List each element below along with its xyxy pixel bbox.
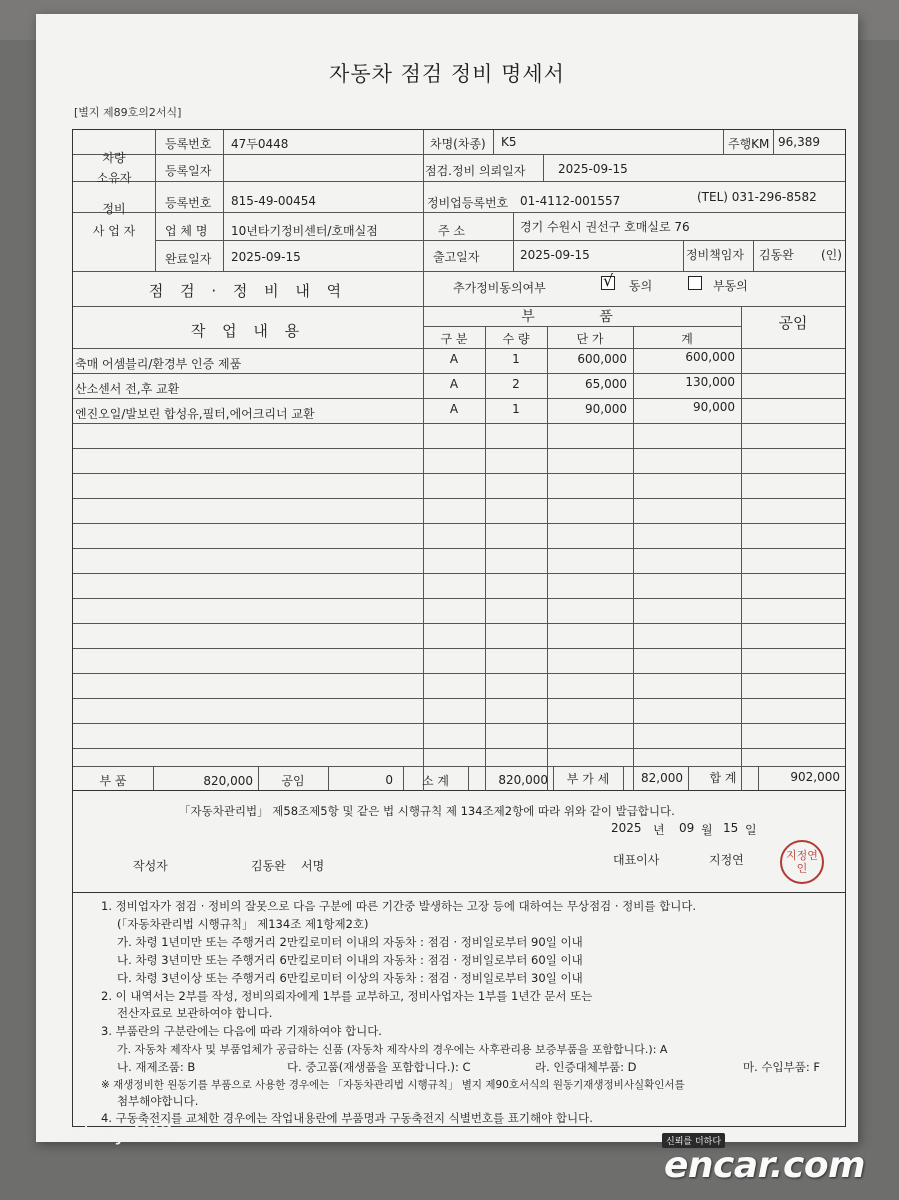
writer-name: 김동완 (251, 859, 286, 873)
model-value: K5 (501, 135, 517, 149)
issue-day-unit: 일 (745, 823, 757, 837)
shop-label-2: 사 업 자 (92, 224, 136, 238)
item-total: 90,000 (693, 400, 735, 414)
business-reg-label: 정비업등록번호 (427, 196, 509, 210)
col-type: 구 분 (440, 332, 468, 346)
item-qty: 1 (512, 352, 520, 366)
disagree-checkbox[interactable] (688, 276, 702, 290)
col-qty: 수 량 (502, 332, 530, 346)
vat-value: 82,000 (641, 771, 683, 785)
shop-label-1: 정비 (102, 202, 126, 216)
main-table (72, 129, 846, 791)
shop-reg-no-value: 815-49-00454 (231, 194, 317, 208)
issue-section (72, 789, 846, 893)
note-line: 1. 정비업자가 점검 · 정비의 잘못으로 다음 구분에 따른 기간중 발생하는 고장 등에 대하여는 무상점검 · 정비를 합니다. (101, 899, 697, 913)
issue-month: 09 (679, 821, 695, 835)
note-line: 라. 인증대체부품: D (535, 1060, 637, 1074)
subtotal-label: 소 계 (422, 774, 449, 788)
brand-logo: encar.com (664, 1145, 866, 1186)
address-label: 주 소 (438, 224, 465, 238)
shop-name-value: 10년타기정비센터/호매실점 (231, 224, 378, 238)
note-line: 나. 차령 3년미만 또는 주행거리 6만킬로미터 이내의 자동차 : 점검 · 정비일로부터 60일 이내 (117, 953, 583, 967)
note-line: 전산자료로 보관하여야 합니다. (117, 1006, 273, 1020)
total-parts-value: 820,000 (203, 774, 253, 788)
shop-reg-no-label: 등록번호 (165, 196, 212, 210)
notes-section (72, 892, 846, 1127)
agree-checkbox[interactable] (601, 276, 615, 290)
item-type: A (449, 402, 459, 416)
note-line: 나. 재제조품: B (117, 1060, 196, 1074)
company-seal: 지정연인 (780, 840, 824, 884)
business-reg-value: 01-4112-001557 (520, 194, 621, 208)
labor-header: 공임 (778, 314, 808, 332)
work-content-header: 작 업 내 용 (190, 322, 306, 340)
item-desc: 축매 어셈블리/환경부 인증 제품 (75, 357, 242, 371)
grand-total-label: 합 계 (709, 771, 737, 785)
agree-label: 동의 (629, 279, 653, 293)
item-desc: 엔진오일/발보린 합성유,필터,에어크리너 교환 (75, 407, 315, 421)
note-line: (「자동차관리법 시행규칙」 제134조 제1항제2호) (117, 917, 369, 931)
total-labor-label: 공임 (281, 774, 305, 788)
consent-label: 추가정비동의여부 (453, 281, 546, 295)
request-date-value: 2025-09-15 (558, 162, 628, 176)
camera-watermark: Galaxy S22 (54, 1121, 174, 1145)
issue-year: 2025 (611, 821, 642, 835)
vat-label: 부 가 세 (566, 772, 610, 786)
item-qty: 1 (512, 402, 520, 416)
item-total: 130,000 (685, 375, 735, 389)
item-unit: 65,000 (585, 377, 627, 391)
ceo-name: 지정연 (709, 853, 744, 867)
item-qty: 2 (512, 377, 520, 391)
manager-seal-mark: (인) (821, 248, 842, 262)
item-type: A (449, 352, 459, 366)
issue-month-unit: 월 (701, 823, 713, 837)
vehicle-owner-label: 차량 소유자 (96, 151, 132, 185)
brand-badge: 신뢰를 더하다 (662, 1133, 725, 1148)
release-date-label: 출고일자 (433, 250, 480, 264)
note-line: 3. 부품란의 구분란에는 다음에 따라 기재하여야 합니다. (101, 1024, 382, 1038)
item-total: 600,000 (685, 350, 735, 364)
subtotal-value: 820,000 (498, 773, 548, 787)
parts-header: 부 품 (521, 309, 643, 325)
note-line: 다. 중고품(재생품을 포함합니다.): C (287, 1060, 471, 1074)
reg-no-value: 47두0448 (231, 137, 289, 151)
complete-date-label: 완료일자 (165, 252, 212, 266)
note-line: 첨부해야합니다. (117, 1094, 199, 1108)
form-number: [별지 제89호의2서식] (74, 106, 182, 119)
note-line: ※ 재생정비한 원동기를 부품으로 사용한 경우에는 「자동차관리법 시행규칙」 별지 제90호서식의 원동기재생정비사실확인서를 (101, 1079, 685, 1091)
sign-label: 서명 (301, 859, 325, 873)
note-line: 가. 차령 1년미만 또는 주행거리 2만킬로미터 이내의 자동차 : 점검 · 정비일로부터 90일 이내 (117, 935, 583, 949)
request-date-label: 점검.정비 의뢰일자 (425, 164, 526, 178)
complete-date-value: 2025-09-15 (231, 250, 301, 264)
reg-date-label: 등록일자 (165, 164, 212, 178)
model-label: 차명(차종) (430, 137, 486, 151)
item-desc: 산소센서 전,후 교환 (75, 382, 180, 396)
address-value: 경기 수원시 권선구 호매실로 76 (520, 220, 690, 234)
release-date-value: 2025-09-15 (520, 248, 590, 262)
issue-statement: 「자동차관리법」 제58조제5항 및 같은 법 시행규칙 제 134조제2항에 따라 위와 같이 발급합니다. (179, 804, 675, 818)
manager-label: 정비책임자 (686, 248, 744, 262)
manager-value: 김동완 (759, 248, 794, 262)
col-total: 계 (681, 332, 693, 346)
inspection-header: 점 검 · 정 비 내 역 (148, 282, 348, 300)
ceo-label: 대표이사 (613, 853, 660, 867)
col-unit: 단 가 (576, 332, 604, 346)
document-title: 자동차 점검 정비 명세서 (329, 62, 565, 86)
shop-tel: (TEL) 031-296-8582 (697, 190, 817, 204)
item-unit: 600,000 (577, 352, 627, 366)
disagree-label: 부동의 (713, 279, 748, 293)
note-line: 가. 자동차 제작사 및 부품업체가 공급하는 신품 (자동차 제작사의 경우에는 사후관리용 보증부품을 포함합니다.): A (117, 1043, 668, 1056)
total-parts-label: 부 품 (99, 774, 127, 788)
note-line: 2. 이 내역서는 2부를 작성, 정비의뢰자에게 1부를 교부하고, 정비사업자는 1부를 1년간 문서 또는 (101, 989, 593, 1003)
note-line: 4. 구동축전지를 교체한 경우에는 작업내용란에 부품명과 구동축전지 식별번호를 표기해야 합니다. (101, 1111, 593, 1125)
total-labor-value: 0 (385, 773, 393, 787)
issue-day: 15 (723, 821, 739, 835)
reg-no-label: 등록번호 (165, 137, 212, 151)
issue-year-unit: 년 (653, 823, 665, 837)
mileage-label: 주행KM (728, 137, 770, 151)
shop-name-label: 업 체 명 (165, 224, 208, 238)
document-paper (36, 14, 858, 1142)
grand-total-value: 902,000 (790, 770, 840, 784)
note-line: 다. 차령 3년이상 또는 주행거리 6만킬로미터 이상의 자동차 : 점검 · 정비일로부터 30일 이내 (117, 971, 583, 985)
mileage-value: 96,389 (778, 135, 820, 149)
note-line: 마. 수입부품: F (743, 1060, 821, 1074)
item-type: A (449, 377, 459, 391)
item-unit: 90,000 (585, 402, 627, 416)
writer-label: 작성자 (133, 859, 168, 873)
